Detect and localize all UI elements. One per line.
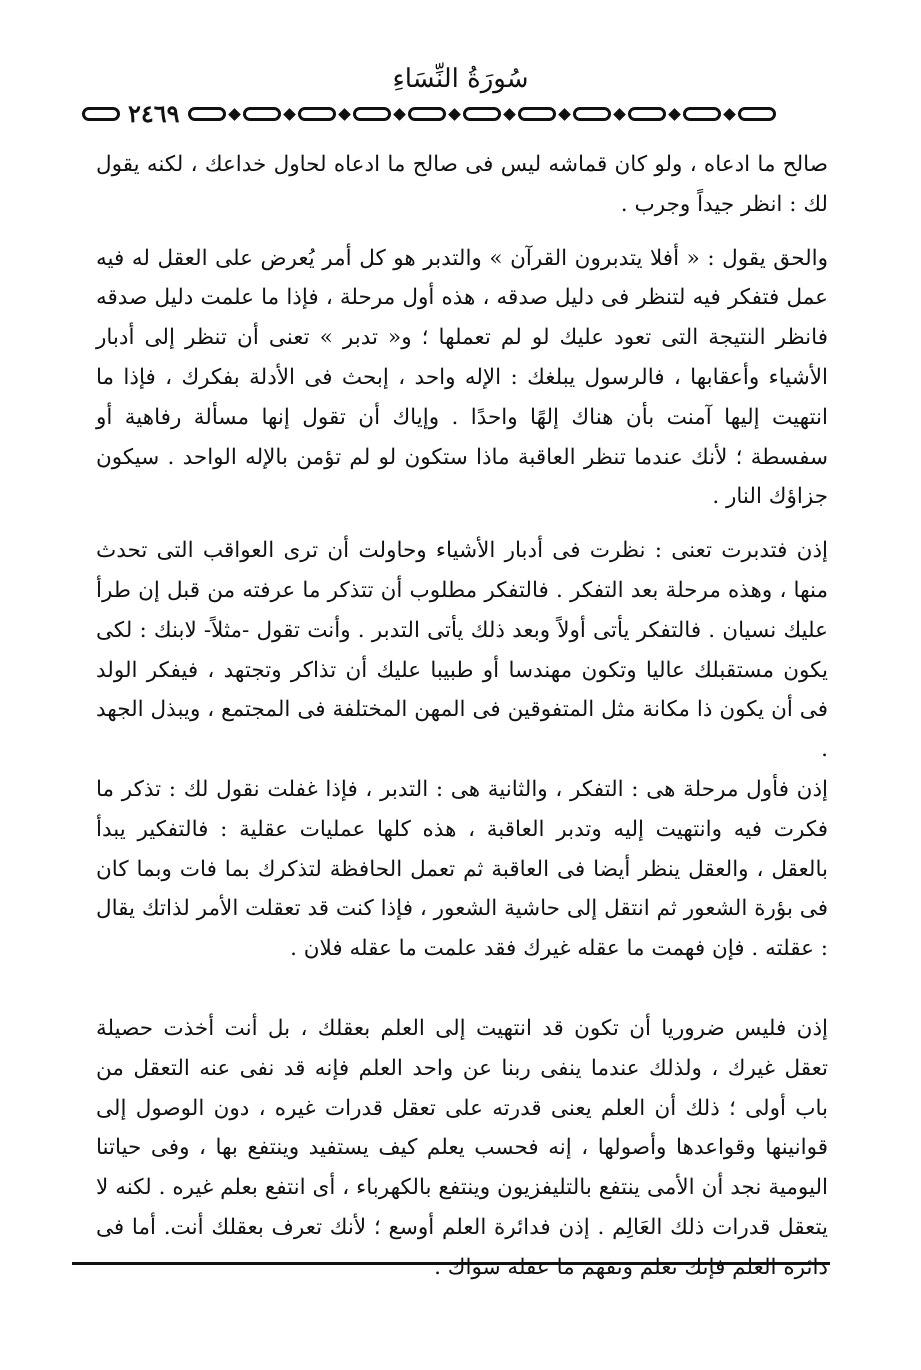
chain-link-ornament: [298, 107, 336, 121]
paragraph: إذن فتدبرت تعنى : نظرت فى أدبار الأشياء وحاولت أن ترى العواقب التى تحدث منها ، وهذه مرحلة بعد التفكر . فالتفكر مطلوب أن تتذكر ما عرفته من قبل إن طرأ عليك نسيان . فالتفكر يأتى أولاً وبعد ذلك يأتى التدبر . وأنت تقول -مثلاً- لابنك : لكى يكون مستقبلك عاليا وتكون مهندسا أو طبيبا عليك أن تذاكر وتجتهد ، فيفكر الولد فى أن يكون ذا مكانة مثل المتفوقين فى المهن المختلفة فى المجتمع ، ويبذل الجهد .: [96, 538, 828, 763]
diamond-ornament: [283, 108, 296, 121]
diamond-ornament: [228, 108, 241, 121]
chain-link-ornament: [353, 107, 391, 121]
paragraph: إذن فليس ضروريا أن تكون قد انتهيت إلى العلم بعقلك ، بل أنت أخذت حصيلة تعقل غيرك ، ولذلك عندما ينفى ربنا عن واحد العلم فإنه قد نفى عنه التعقل من باب أولى ؛ ذلك أن العلم يعنى قدرته على تعقل قدرات غيره ، دون الوصول إلى قوانينها وقواعدها وأصولها ، إنه فحسب يعلم كيف يستفيد وينتفع بها ، وفى حياتنا اليومية نجد أن الأمى ينتفع بالتليفزيون وينتفع بالكهرباء ، أى انتفع بعلم غيره . لكنه لا يتعقل قدرات ذلك العَالِم . إذن فدائرة العلم أوسع ؛ لأنك تعرف بعقلك أنت. أما فى دائرة العلم فإنك تعلم وتفهم ما عقله سواك .: [96, 1015, 828, 1280]
chain-link-ornament: [243, 107, 281, 121]
chain-link-ornament: [683, 107, 721, 121]
diamond-ornament: [613, 108, 626, 121]
diamond-ornament: [668, 108, 681, 121]
paragraph: إذن فأول مرحلة هى : التفكر ، والثانية هى : التدبر ، فإذا غفلت نقول لك : تذكر ما فكرت فيه وانتهيت إليه وتدبر العاقبة ، هذه كلها عمليات عقلية : فالتفكير يبدأ بالعقل ، والعقل ينظر أيضا فى العاقبة ثم تعمل الحافظة لتذكرك بما فات وبما كان فى بؤرة الشعور ثم انتقل إلى حاشية الشعور ، فإذا كنت قد تعقلت الأمر لذاتك يقال : عقلته . فإن فهمت ما عقله غيرك فقد علمت ما عقله فلان .: [96, 776, 828, 962]
chain-link-ornament: [82, 107, 120, 121]
diamond-ornament: [448, 108, 461, 121]
chain-link-ornament: [408, 107, 446, 121]
chain-link-ornament: [628, 107, 666, 121]
diamond-ornament: [558, 108, 571, 121]
chain-link-ornament: [518, 107, 556, 121]
paragraph: صالح ما ادعاه ، ولو كان قماشه ليس فى صالح ما ادعاه لحاول خداعك ، لكنه يقول لك : انظر جيداً وجرب .: [96, 152, 828, 217]
surah-title: سُورَةُ النِّسَاءِ: [392, 64, 529, 94]
paragraph: والحق يقول : « أفلا يتدبرون القرآن » والتدبر هو كل أمر يُعرض على العقل له فيه عمل فتفكر فيه لتنظر فى دليل صدقه ، هذه أول مرحلة ، فإذا ما علمت دليل صدقه فانظر النتيجة التى تعود عليك لو لم تعملها ؛ و« تدبر » تعنى أن تنظر إلى أدبار الأشياء وأعقابها ، فالرسول يبلغك : الإله واحد ، إبحث فى الأدلة بفكرك ، فإذا ما انتهيت إليها آمنت بأن هناك إلهًا واحدًا . وإياك أن تقول إنها مسألة رفاهية أو سفسطة ؛ لأنك عندما تنظر العاقبة ماذا ستكون لو لم تؤمن بالإله الواحد . سيكون جزاؤك النار .: [96, 245, 828, 510]
footer-rule: [72, 1262, 830, 1265]
header-border: [82, 100, 834, 128]
body-text: [96, 145, 828, 1288]
page-number: ٢٤٦٩: [128, 99, 180, 128]
chain-link-ornament: [463, 107, 501, 121]
chain-link-ornament: [573, 107, 611, 121]
diamond-ornament: [723, 108, 736, 121]
diamond-ornament: [503, 108, 516, 121]
chain-link-ornament: [188, 107, 226, 121]
diamond-ornament: [393, 108, 406, 121]
diamond-ornament: [338, 108, 351, 121]
chain-link-ornament: [738, 107, 776, 121]
